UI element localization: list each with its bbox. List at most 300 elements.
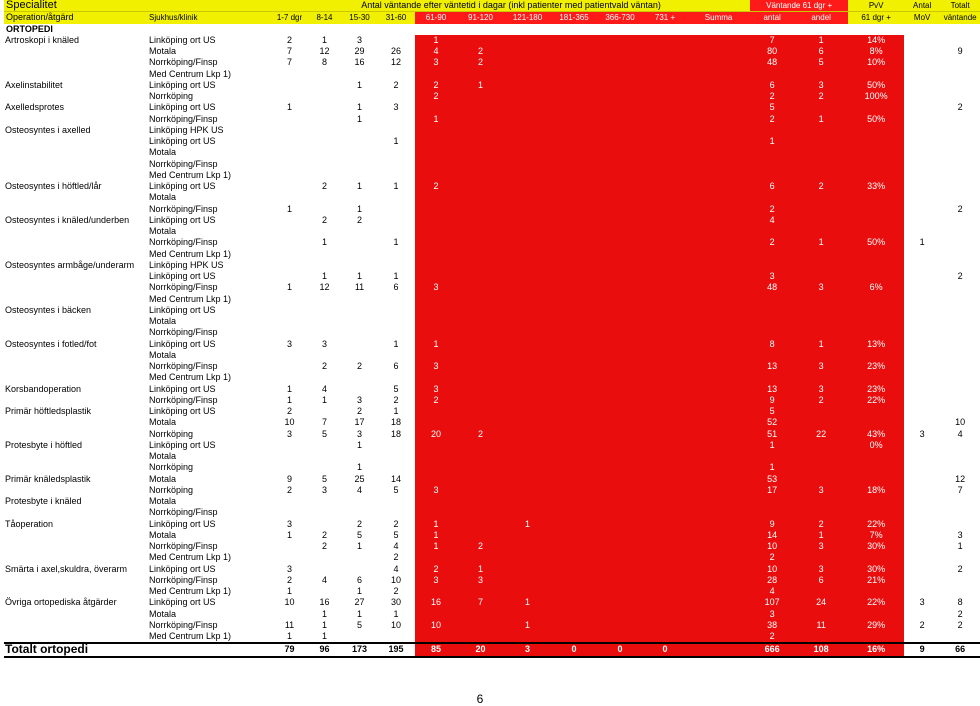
clinic-cell: Norrköping (149, 462, 194, 473)
value-cell: 4 (415, 46, 457, 57)
value-cell: 1 (415, 541, 457, 552)
value-cell (643, 102, 687, 113)
value-cell: 2 (750, 114, 794, 125)
value-cell (342, 350, 377, 361)
value-cell (940, 339, 980, 350)
value-cell: 22% (848, 519, 904, 530)
value-cell: 3 (919, 597, 925, 608)
value-cell (687, 192, 750, 203)
value-cell (504, 260, 551, 271)
value-cell: 11 (354, 282, 365, 293)
value-cell (848, 102, 904, 113)
value-cell: 1 (321, 271, 327, 282)
value-cell (272, 215, 307, 226)
value-cell (904, 249, 940, 260)
value-cell (272, 316, 307, 327)
value-cell (687, 564, 750, 575)
value-cell (687, 384, 750, 395)
value-cell: 3 (286, 518, 292, 529)
clinic-cell: Norrköping (149, 91, 194, 102)
value-cell (597, 350, 643, 361)
value-cell: 7 (750, 35, 794, 46)
value-cell (940, 282, 980, 293)
table-row (4, 597, 980, 608)
value-cell (551, 181, 597, 192)
value-cell: 51 (750, 429, 794, 440)
value-cell (551, 417, 597, 428)
value-cell (794, 226, 848, 237)
value-cell: 21% (848, 575, 904, 586)
value-cell (687, 249, 750, 260)
value-cell: 0% (848, 440, 904, 451)
value-cell (597, 372, 643, 383)
value-cell (940, 552, 980, 563)
value-cell (687, 451, 750, 462)
value-cell: 2 (957, 608, 963, 619)
value-cell: 5 (356, 529, 362, 540)
value-cell (272, 440, 307, 451)
value-cell (940, 384, 980, 395)
value-cell: 1 (393, 608, 399, 619)
clinic-cell: Motala (149, 451, 177, 462)
value-cell (415, 316, 457, 327)
value-cell: 18 (390, 428, 401, 439)
value-cell (415, 226, 457, 237)
value-cell (750, 147, 794, 158)
value-cell: 1 (356, 608, 362, 619)
value-cell: 5 (794, 57, 848, 68)
value-cell: 2 (457, 429, 504, 440)
value-cell (904, 226, 940, 237)
value-cell (272, 507, 307, 518)
value-cell (551, 462, 597, 473)
value-cell: 1 (286, 203, 292, 214)
value-cell (848, 305, 904, 316)
value-cell: 2 (321, 214, 327, 225)
value-cell (272, 170, 307, 181)
value-cell: 3 (750, 271, 794, 282)
value-cell: 1 (356, 102, 362, 113)
value-cell (272, 350, 307, 361)
value-cell (687, 327, 750, 338)
value-cell (504, 159, 551, 170)
value-cell: 1 (356, 203, 362, 214)
table-row (4, 575, 980, 586)
value-cell: 1 (356, 181, 362, 192)
value-cell (504, 57, 551, 68)
value-cell: 1 (794, 237, 848, 248)
value-cell (415, 170, 457, 181)
value-cell: 13 (750, 361, 794, 372)
value-cell (904, 406, 940, 417)
operation-cell: Axelledsprotes (5, 102, 65, 113)
total-value-cell: 9 (904, 643, 940, 656)
value-cell: 53 (750, 474, 794, 485)
table-row (4, 440, 980, 451)
value-cell: 6 (750, 80, 794, 91)
value-cell (457, 631, 504, 643)
value-cell (551, 260, 597, 271)
value-cell: 2 (356, 406, 362, 417)
value-cell (504, 136, 551, 147)
value-cell (940, 80, 980, 91)
value-cell (597, 215, 643, 226)
value-cell (794, 316, 848, 327)
table-row (4, 125, 980, 136)
operation-cell (4, 316, 147, 327)
value-cell (457, 507, 504, 518)
value-cell (687, 406, 750, 417)
value-cell (342, 147, 377, 158)
operation-cell: Osteosyntes i axelled (5, 124, 91, 135)
operation-cell (4, 372, 147, 383)
value-cell (307, 440, 342, 451)
table-row (4, 91, 980, 102)
table-row (4, 159, 980, 170)
value-cell (551, 305, 597, 316)
value-cell (597, 170, 643, 181)
operation-cell (4, 462, 147, 473)
value-cell (904, 564, 940, 575)
value-cell (904, 204, 940, 215)
value-cell (415, 552, 457, 563)
value-cell: 2 (750, 631, 794, 643)
value-cell (342, 125, 377, 136)
value-cell (457, 620, 504, 631)
value-cell: 1 (794, 114, 848, 125)
value-cell (794, 102, 848, 113)
header-vantande: väntande (940, 12, 980, 24)
value-cell (415, 271, 457, 282)
value-cell (687, 260, 750, 271)
value-cell (457, 114, 504, 125)
value-cell (457, 552, 504, 563)
value-cell: 1 (957, 541, 963, 552)
operation-cell: Protesbyte i knäled (5, 496, 82, 507)
value-cell: 2 (415, 91, 457, 102)
value-cell: 4 (393, 541, 399, 552)
table-row (4, 226, 980, 237)
value-cell (504, 429, 551, 440)
header-bucket-5: 91-120 (457, 12, 504, 24)
value-cell (342, 260, 377, 271)
value-cell (687, 541, 750, 552)
operation-cell (4, 57, 147, 68)
value-cell: 18% (848, 485, 904, 496)
value-cell (904, 215, 940, 226)
value-cell: 2 (957, 619, 963, 630)
value-cell: 10 (284, 417, 295, 428)
value-cell (794, 586, 848, 597)
value-cell: 6% (848, 282, 904, 293)
value-cell: 2 (457, 541, 504, 552)
value-cell (457, 294, 504, 305)
value-cell: 3 (794, 384, 848, 395)
value-cell: 1 (356, 79, 362, 90)
total-value-cell: 96 (307, 643, 342, 656)
value-cell: 1 (321, 608, 327, 619)
clinic-cell: Motala (149, 147, 177, 158)
value-cell (457, 69, 504, 80)
clinic-cell: Med Centrum Lkp 1) (149, 552, 232, 563)
value-cell (342, 294, 377, 305)
value-cell: 2 (321, 541, 327, 552)
value-cell (457, 305, 504, 316)
value-cell (940, 159, 980, 170)
value-cell (904, 114, 940, 125)
operation-cell (4, 192, 147, 203)
value-cell: 3 (794, 361, 848, 372)
value-cell (377, 249, 415, 260)
value-cell (307, 564, 342, 575)
value-cell (687, 631, 750, 643)
value-cell: 4 (957, 428, 963, 439)
value-cell: 10 (390, 574, 401, 585)
value-cell (377, 462, 415, 473)
value-cell: 7 (957, 484, 963, 495)
value-cell (504, 204, 551, 215)
value-cell (342, 159, 377, 170)
table-row (4, 631, 980, 643)
value-cell: 3 (957, 529, 963, 540)
header-bucket-3: 31-60 (377, 12, 415, 24)
header-pvv: PvV (848, 0, 904, 12)
value-cell (794, 350, 848, 361)
value-cell: 2 (393, 586, 399, 597)
value-cell: 5 (356, 619, 362, 630)
value-cell (848, 226, 904, 237)
value-cell (687, 575, 750, 586)
value-cell (597, 541, 643, 552)
value-cell (848, 417, 904, 428)
value-cell (643, 91, 687, 102)
value-cell (415, 507, 457, 518)
value-cell (504, 552, 551, 563)
value-cell (597, 136, 643, 147)
value-cell (643, 170, 687, 181)
value-cell: 4 (393, 563, 399, 574)
value-cell (457, 417, 504, 428)
total-value-cell: 79 (272, 643, 307, 656)
value-cell (504, 170, 551, 181)
value-cell (643, 237, 687, 248)
value-cell (597, 552, 643, 563)
value-cell (415, 136, 457, 147)
clinic-cell: Motala (149, 316, 177, 327)
header-row-2 (4, 12, 980, 24)
value-cell (794, 327, 848, 338)
value-cell (377, 69, 415, 80)
value-cell: 1 (794, 339, 848, 350)
value-cell (342, 305, 377, 316)
value-cell (457, 260, 504, 271)
value-cell (597, 361, 643, 372)
value-cell (597, 249, 643, 260)
value-cell (307, 249, 342, 260)
value-cell: 6 (750, 181, 794, 192)
value-cell (504, 631, 551, 643)
value-cell (597, 282, 643, 293)
operation-cell (4, 271, 147, 282)
value-cell (904, 462, 940, 473)
value-cell (687, 372, 750, 383)
value-cell: 12 (319, 282, 330, 293)
value-cell (504, 586, 551, 597)
value-cell (307, 147, 342, 158)
value-cell: 2 (415, 181, 457, 192)
value-cell (794, 147, 848, 158)
value-cell: 12 (319, 46, 330, 57)
value-cell (272, 609, 307, 620)
value-cell (904, 575, 940, 586)
value-cell (415, 125, 457, 136)
value-cell (457, 395, 504, 406)
value-cell (551, 620, 597, 631)
value-cell (687, 46, 750, 57)
value-cell (643, 384, 687, 395)
value-cell (940, 170, 980, 181)
value-cell: 11 (284, 619, 295, 630)
value-cell (457, 204, 504, 215)
value-cell (848, 350, 904, 361)
value-cell (307, 294, 342, 305)
clinic-cell: Linköping ort US (149, 563, 216, 574)
table-row (4, 249, 980, 260)
value-cell (750, 170, 794, 181)
value-cell (750, 316, 794, 327)
value-cell: 18 (390, 417, 401, 428)
value-cell (307, 496, 342, 507)
value-cell (643, 282, 687, 293)
table-row (4, 552, 980, 563)
value-cell (794, 271, 848, 282)
operation-cell: Osteosyntes i bäcken (5, 304, 92, 315)
total-value-cell: 66 (940, 643, 980, 656)
value-cell (597, 327, 643, 338)
value-cell (904, 372, 940, 383)
clinic-cell: Linköping ort US (149, 181, 216, 192)
value-cell: 10% (848, 57, 904, 68)
value-cell: 22% (848, 395, 904, 406)
value-cell (551, 204, 597, 215)
value-cell: 23% (848, 361, 904, 372)
value-cell (687, 136, 750, 147)
value-cell: 4 (750, 586, 794, 597)
value-cell (307, 159, 342, 170)
value-cell (504, 406, 551, 417)
value-cell (643, 507, 687, 518)
value-cell: 14 (390, 473, 401, 484)
table-row (4, 327, 980, 338)
clinic-cell: Linköping HPK US (149, 124, 224, 135)
value-cell (272, 181, 307, 192)
value-cell: 2 (457, 57, 504, 68)
value-cell (307, 519, 342, 530)
operation-cell: Övriga ortopediska åtgärder (5, 597, 117, 608)
value-cell: 29% (848, 620, 904, 631)
value-cell: 1 (356, 113, 362, 124)
value-cell (687, 395, 750, 406)
value-cell: 3 (415, 384, 457, 395)
value-cell: 1 (286, 394, 292, 405)
value-cell (904, 519, 940, 530)
value-cell (551, 35, 597, 46)
value-cell: 30% (848, 564, 904, 575)
value-cell (597, 147, 643, 158)
value-cell (457, 519, 504, 530)
header-bucket-1: 8-14 (307, 12, 342, 24)
value-cell (687, 586, 750, 597)
value-cell: 50% (848, 237, 904, 248)
value-cell: 3 (356, 428, 362, 439)
value-cell: 10 (750, 541, 794, 552)
value-cell (643, 69, 687, 80)
value-cell (272, 462, 307, 473)
value-cell (457, 170, 504, 181)
value-cell (457, 496, 504, 507)
value-cell (794, 159, 848, 170)
value-cell (415, 294, 457, 305)
value-cell: 8 (750, 339, 794, 350)
value-cell: 5 (750, 406, 794, 417)
value-cell (551, 237, 597, 248)
value-cell (940, 226, 980, 237)
operation-cell (4, 530, 147, 541)
value-cell (551, 519, 597, 530)
value-cell (904, 271, 940, 282)
value-cell (687, 417, 750, 428)
value-cell: 80 (750, 46, 794, 57)
value-cell: 1 (750, 462, 794, 473)
value-cell (597, 294, 643, 305)
value-cell (643, 451, 687, 462)
value-cell (377, 451, 415, 462)
value-cell (643, 181, 687, 192)
value-cell (415, 237, 457, 248)
value-cell (687, 57, 750, 68)
value-cell (597, 69, 643, 80)
value-cell (794, 260, 848, 271)
value-cell (342, 170, 377, 181)
value-cell (794, 372, 848, 383)
value-cell (457, 249, 504, 260)
value-cell (457, 327, 504, 338)
value-cell: 1 (286, 631, 292, 642)
value-cell (848, 271, 904, 282)
value-cell (794, 631, 848, 643)
table-row (4, 271, 980, 282)
value-cell (551, 609, 597, 620)
value-cell (551, 586, 597, 597)
value-cell (272, 305, 307, 316)
value-cell (643, 271, 687, 282)
value-cell: 4 (321, 383, 327, 394)
value-cell (643, 260, 687, 271)
value-cell (415, 631, 457, 643)
value-cell (457, 440, 504, 451)
value-cell (377, 147, 415, 158)
value-cell (750, 507, 794, 518)
clinic-cell: Med Centrum Lkp 1) (149, 68, 232, 79)
value-cell (848, 609, 904, 620)
value-cell (643, 57, 687, 68)
value-cell: 3 (356, 34, 362, 45)
clinic-cell: Norrköping (149, 428, 194, 439)
table-row (4, 192, 980, 203)
value-cell: 13 (750, 384, 794, 395)
value-cell (415, 451, 457, 462)
value-cell: 14 (750, 530, 794, 541)
